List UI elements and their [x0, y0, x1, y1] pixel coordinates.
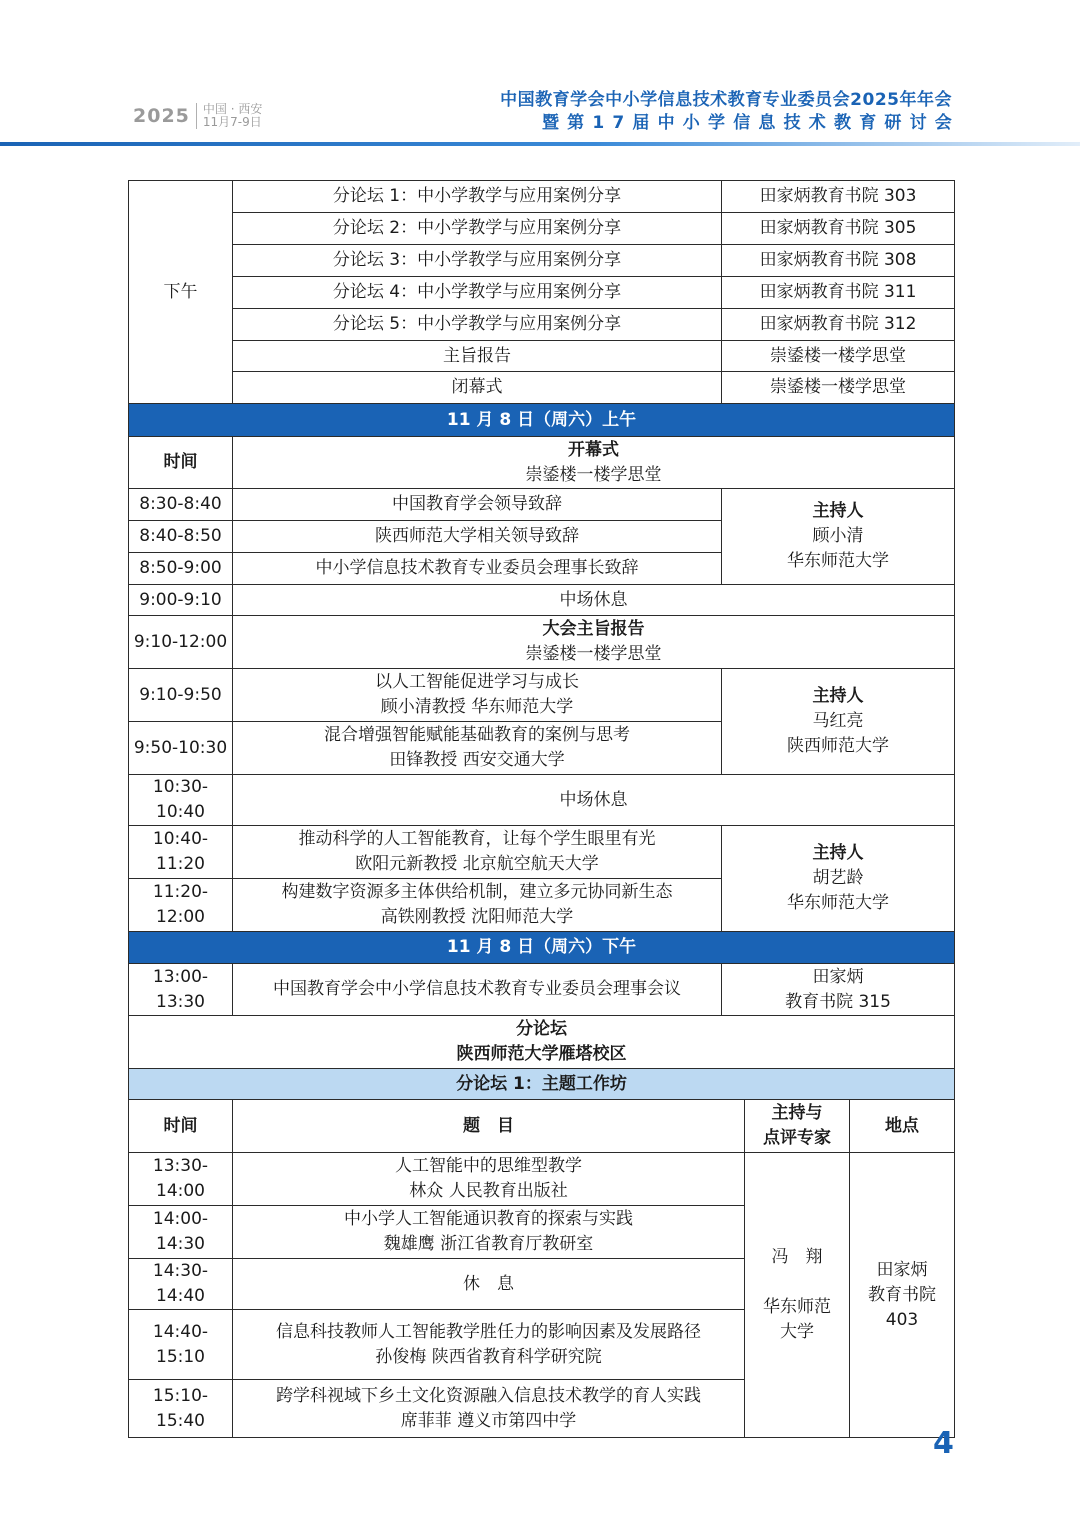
table-row	[129, 341, 955, 372]
opening-venue: 崇鋈楼一楼学思堂	[525, 464, 662, 485]
time-cell: 8:30-8:40	[129, 489, 233, 521]
host-cell	[722, 826, 955, 932]
session-speaker: 席菲菲 遵义市第四中学	[400, 1410, 577, 1431]
keynote-venue: 崇鋈楼一楼学思堂	[525, 644, 662, 664]
forum-venue: 田家炳教育书院 308	[722, 245, 955, 277]
talk-cell	[233, 722, 722, 775]
table-row	[129, 372, 955, 404]
agenda-item: 陕西师范大学相关领导致辞	[233, 521, 722, 553]
col-header-host-line: 点评专家	[763, 1128, 831, 1148]
col-header-host-line: 主持与	[771, 1103, 823, 1123]
host-label: 主持人	[812, 843, 864, 863]
venue-line: 教育书院	[868, 1284, 937, 1305]
host-name: 胡艺龄	[812, 868, 864, 888]
header-rule	[0, 142, 1080, 146]
host-cell	[722, 489, 955, 585]
talk-title: 构建数字资源多主体供给机制，建立多元协同新生态	[281, 882, 673, 902]
expert-cell	[745, 1153, 850, 1438]
page-number: 4	[933, 1426, 954, 1461]
talk-speaker: 高铁刚教授 沈阳师范大学	[380, 907, 574, 927]
forum-topic: 分论坛 2：中小学教学与应用案例分享	[233, 213, 722, 245]
event-dates: 11月7-9日	[202, 115, 262, 129]
host-label: 主持人	[812, 686, 864, 706]
session-title: 信息科技教师人工智能教学胜任力的影响因素及发展路径	[276, 1321, 701, 1342]
session-title: 休 息	[233, 1259, 745, 1310]
council-venue	[722, 964, 955, 1016]
forum-topic: 分论坛 4：中小学教学与应用案例分享	[233, 277, 722, 309]
forum-heading	[129, 1016, 955, 1069]
time-cell: 9:10-9:50	[129, 669, 233, 722]
talk-speaker: 田锋教授 西安交通大学	[389, 750, 565, 770]
forum-topic: 主旨报告	[233, 341, 722, 372]
time-cell: 9:50-10:30	[129, 722, 233, 775]
talk-speaker: 欧阳元新教授 北京航空航天大学	[355, 854, 599, 874]
break-cell: 中场休息	[233, 775, 955, 826]
table-row	[129, 213, 955, 245]
event-badge	[133, 103, 262, 129]
forum-venue: 田家炳教育书院 311	[722, 277, 955, 309]
forum-topic: 分论坛 1：中小学教学与应用案例分享	[233, 181, 722, 213]
host-name: 马红亮	[812, 711, 864, 731]
table-row	[129, 669, 955, 722]
time-cell: 11:20-12:00	[129, 879, 233, 932]
talk-title: 以人工智能促进学习与成长	[375, 672, 579, 692]
forum-topic: 闭幕式	[233, 372, 722, 404]
table-row	[129, 616, 955, 669]
session-title: 跨学科视域下乡土文化资源融入信息技术教学的育人实践	[276, 1385, 701, 1406]
day-banner-morning: 11 月 8 日（周六）上午	[129, 404, 955, 437]
keynote-title: 大会主旨报告	[542, 619, 645, 639]
column-header-row	[129, 1100, 955, 1153]
venue-line: 403	[885, 1309, 919, 1330]
table-row	[129, 1069, 955, 1100]
talk-title: 混合增强智能赋能基础教育的案例与思考	[324, 725, 630, 745]
talk-speaker: 顾小清教授 华东师范大学	[380, 697, 574, 717]
table-row	[129, 826, 955, 879]
session-cell	[233, 1380, 745, 1438]
opening-title: 开幕式	[568, 439, 620, 460]
time-cell: 14:00-14:30	[129, 1206, 233, 1259]
time-cell: 13:00-13:30	[129, 964, 233, 1016]
session-cell	[233, 1206, 745, 1259]
page-header	[0, 0, 1080, 150]
table-row	[129, 1153, 955, 1206]
agenda-item: 中国教育学会领导致辞	[233, 489, 722, 521]
col-header-time: 时间	[129, 1100, 233, 1153]
table-row	[129, 245, 955, 277]
session-venue-cell	[850, 1153, 955, 1438]
event-location: 中国 · 西安	[202, 102, 263, 116]
time-header: 时间	[129, 437, 233, 489]
forum-title: 分论坛	[516, 1019, 568, 1039]
expert-org: 华东师范	[763, 1297, 831, 1317]
opening-cell	[233, 437, 955, 489]
forum-venue: 崇鋈楼一楼学思堂	[722, 341, 955, 372]
session-title: 中小学人工智能通识教育的探索与实践	[344, 1209, 633, 1229]
time-cell: 14:40-15:10	[129, 1310, 233, 1380]
time-cell: 10:30-10:40	[129, 775, 233, 826]
forum-venue: 崇鋈楼一楼学思堂	[722, 372, 955, 404]
event-year: 2025	[133, 105, 190, 127]
forum-topic: 分论坛 3：中小学教学与应用案例分享	[233, 245, 722, 277]
agenda-item: 中小学信息技术教育专业委员会理事长致辞	[233, 553, 722, 585]
col-header-host	[745, 1100, 850, 1153]
session-cell	[233, 1310, 745, 1380]
talk-cell	[233, 669, 722, 722]
table-row	[129, 277, 955, 309]
day-banner-row	[129, 404, 955, 437]
day-banner-afternoon: 11 月 8 日（周六）下午	[129, 932, 955, 964]
forum-campus: 陕西师范大学雁塔校区	[456, 1044, 627, 1064]
table-row	[129, 489, 955, 521]
day-banner-row	[129, 932, 955, 964]
badge-divider	[196, 103, 197, 129]
time-cell: 8:40-8:50	[129, 521, 233, 553]
time-cell: 14:30-14:40	[129, 1259, 233, 1310]
session-cell	[233, 1153, 745, 1206]
talk-cell	[233, 826, 722, 879]
session-speaker: 魏雄鹰 浙江省教育厅教研室	[383, 1234, 594, 1254]
col-header-topic: 题 目	[233, 1100, 745, 1153]
schedule-table	[128, 180, 955, 1438]
host-label: 主持人	[812, 501, 864, 521]
time-cell: 13:30-14:00	[129, 1153, 233, 1206]
time-cell: 9:00-9:10	[129, 585, 233, 616]
host-org: 陕西师范大学	[787, 736, 890, 756]
table-row	[129, 585, 955, 616]
session-title: 人工智能中的思维型教学	[395, 1156, 582, 1176]
table-row	[129, 964, 955, 1016]
table-row	[129, 437, 955, 489]
break-cell: 中场休息	[233, 585, 955, 616]
venue-line: 教育书院 315	[785, 991, 891, 1012]
host-org: 华东师范大学	[787, 551, 890, 571]
conference-title	[500, 89, 960, 135]
time-cell: 15:10-15:40	[129, 1380, 233, 1438]
forum1-banner: 分论坛 1：主题工作坊	[129, 1069, 955, 1100]
col-header-venue: 地点	[850, 1100, 955, 1153]
event-place-date	[203, 103, 262, 129]
table-row	[129, 775, 955, 826]
talk-cell	[233, 879, 722, 932]
session-speaker: 孙俊梅 陕西省教育科学研究院	[375, 1346, 602, 1367]
table-row	[129, 309, 955, 341]
talk-title: 推动科学的人工智能教育，让每个学生眼里有光	[298, 829, 656, 849]
forum-venue: 田家炳教育书院 303	[722, 181, 955, 213]
period-cell: 下午	[129, 181, 233, 404]
spacer	[745, 1270, 849, 1295]
forum-venue: 田家炳教育书院 305	[722, 213, 955, 245]
time-cell: 8:50-9:00	[129, 553, 233, 585]
venue-line: 田家炳	[876, 1259, 928, 1280]
keynote-cell	[233, 616, 955, 669]
expert-name: 冯 翔	[771, 1247, 823, 1267]
expert-org: 大学	[780, 1322, 814, 1342]
time-cell: 10:40-11:20	[129, 826, 233, 879]
venue-line: 田家炳	[812, 966, 864, 987]
forum-venue: 田家炳教育书院 312	[722, 309, 955, 341]
host-cell	[722, 669, 955, 775]
table-row	[129, 181, 955, 213]
conference-title-line2: 暨第17届中小学信息技术教育研讨会	[541, 113, 960, 133]
time-cell: 9:10-12:00	[129, 616, 233, 669]
host-name: 顾小清	[812, 526, 864, 546]
agenda-item: 中国教育学会中小学信息技术教育专业委员会理事会议	[233, 964, 722, 1016]
session-speaker: 林众 人民教育出版社	[409, 1181, 568, 1201]
host-org: 华东师范大学	[787, 893, 890, 913]
table-row	[129, 1016, 955, 1069]
conference-title-line1: 中国教育学会中小学信息技术教育专业委员会2025年年会	[500, 90, 952, 110]
forum-topic: 分论坛 5：中小学教学与应用案例分享	[233, 309, 722, 341]
